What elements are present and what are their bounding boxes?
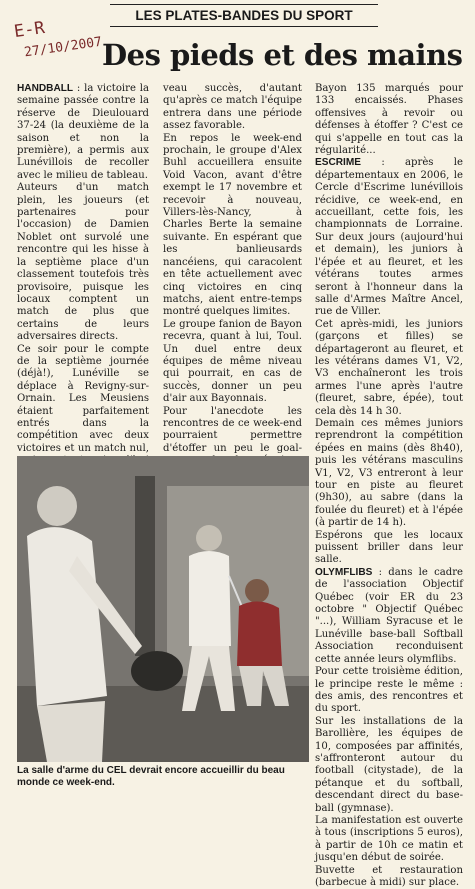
paragraph: Buvette et restauration (barbecue à midi) sur place.	[315, 864, 463, 888]
paragraph	[17, 83, 149, 182]
handwritten-source: E-R	[12, 17, 46, 43]
lead-escrime: ESCRIME	[315, 157, 361, 169]
paragraph: Auteurs d'un match plein, les joueurs (et partenaires pour l'occasion) de Damien Noblet ont survolé une rencontre qui les hisse à la septième place d'un classement toutefois très provisoire, puisque les locaux comptent un match de plus que certains de leurs adversaires directs.	[17, 182, 149, 343]
paragraph-text: : la victoire la semaine passée contre la réserve de Dieulouard 37-24 (la deuxième de la saison et non la première), a permis aux Lunévillois de recoller avec le milieu de tableau.	[17, 83, 149, 181]
paragraph: Bayon 135 marqués pour 133 encaissés. Phases offensives à revoir ou défenses à étoffer ? C'est ce qui s'appelle en tout cas la régularité...	[315, 83, 463, 157]
paragraph: En repos le week-end prochain, le groupe d'Alex Buhl accueillera ensuite Void Vacon, avant d'être exempt le 17 novembre et recevoir à nouveau, Villers-lès-Nancy, à Charles Berte la semaine suivante. En espérant que les banlieusards nancéiens, qui caracolent en tête actuellement avec cinq victoires en cinq matchs, aient entre-temps montré quelques limites.	[163, 132, 302, 318]
handwritten-date: 27/10/2007	[23, 34, 103, 61]
paragraph-text: : dans le cadre de l'association Objectif Québec (voir ER du 23 octobre " Objectif Québec "...), William Syracuse et le Lunéville base-ball Softball Association reconduisent cette année leurs olymflibs.	[315, 566, 463, 665]
fencing-photo-drawing	[17, 456, 309, 762]
paragraph-text: : après le départementaux en 2006, le Cercle d'Escrime lunévillois récidive, ce week-end, en accueillant, cette fois, les championnats de Lorraine. Sur deux jours (aujourd'hui et demain), les juniors à l'épée et au fleuret, et les vétérans toutes armes seront à l'honneur dans la salle d'Armes Maître Ancel, rue de Viller.	[315, 157, 463, 318]
section-rule	[110, 26, 378, 27]
paragraph: Espérons que les locaux puissent briller dans leur salle.	[315, 529, 463, 566]
paragraph	[315, 567, 463, 666]
lead-olymflibs: OLYMFLIBS	[315, 566, 373, 578]
paragraph: Cet après-midi, les juniors (garçons et filles) se départageront au fleuret, et les vétérans dames V1, V2, V3 enchaîneront les trois armes l'une après l'autre (fleuret, sabre, épée), tout cela dès 14 h 30.	[315, 318, 463, 417]
headline: Des pieds et des mains	[102, 38, 463, 72]
paragraph: Demain ces mêmes juniors reprendront la compétition épées en mains (dès 8h40), puis les vétérans masculins V1, V2, V3 entreront à leur tour en piste au fleuret (9h30), au sabre (dans la foulée du fleuret) et à l'épée (à partir de 14 h).	[315, 417, 463, 529]
paragraph: Pour l'anecdote les rencontres de ce week-end pourraient permettre d'étoffer un peu le goal-	[163, 405, 302, 454]
top-rule	[110, 4, 378, 5]
fencing-photo	[17, 456, 309, 762]
paragraph: veau succès, d'autant qu'après ce match l'équipe entrera dans une période assez favorable.	[163, 83, 302, 132]
paragraph: Le groupe fanion de Bayon recevra, quant à lui, Toul. Un duel entre deux équipes de même niveau qui pourrait, en cas de succès, donner un peu d'air aux Bayonnais.	[163, 318, 302, 405]
paragraph: Ce soir pour le compte de la septième journée (déjà!), Lunéville se déplace à Revigny-sur-Ornain. Les Meusiens étaient parfaitement entrés dans la compétition avec deux victoires et un match nul,	[17, 343, 149, 454]
photo-caption: La salle d'arme du CEL devrait encore accueillir du beau monde ce week-end.	[17, 765, 285, 788]
column-2	[163, 83, 302, 468]
paragraph: Pour cette troisième édition, le principe reste le même : des amis, des rencontres et du sport.	[315, 666, 463, 715]
section-title: LES PLATES-BANDES DU SPORT	[135, 8, 353, 23]
paragraph	[315, 157, 463, 318]
paragraph: La manifestation est ouverte à tous (inscriptions 5 euros), à partir de 10h ce matin et jusqu'en début de soirée.	[315, 814, 463, 864]
column-1	[17, 83, 149, 468]
lead-handball: HANDBALL	[17, 83, 74, 94]
paragraph: Sur les installations de la Barollière, les équipes de 10, composées par affinités, s'affronteront autour du football (citystade), de la pétanque et du softball, descendant direct du base-ball (gymnase).	[315, 715, 463, 814]
column-3	[315, 83, 463, 888]
